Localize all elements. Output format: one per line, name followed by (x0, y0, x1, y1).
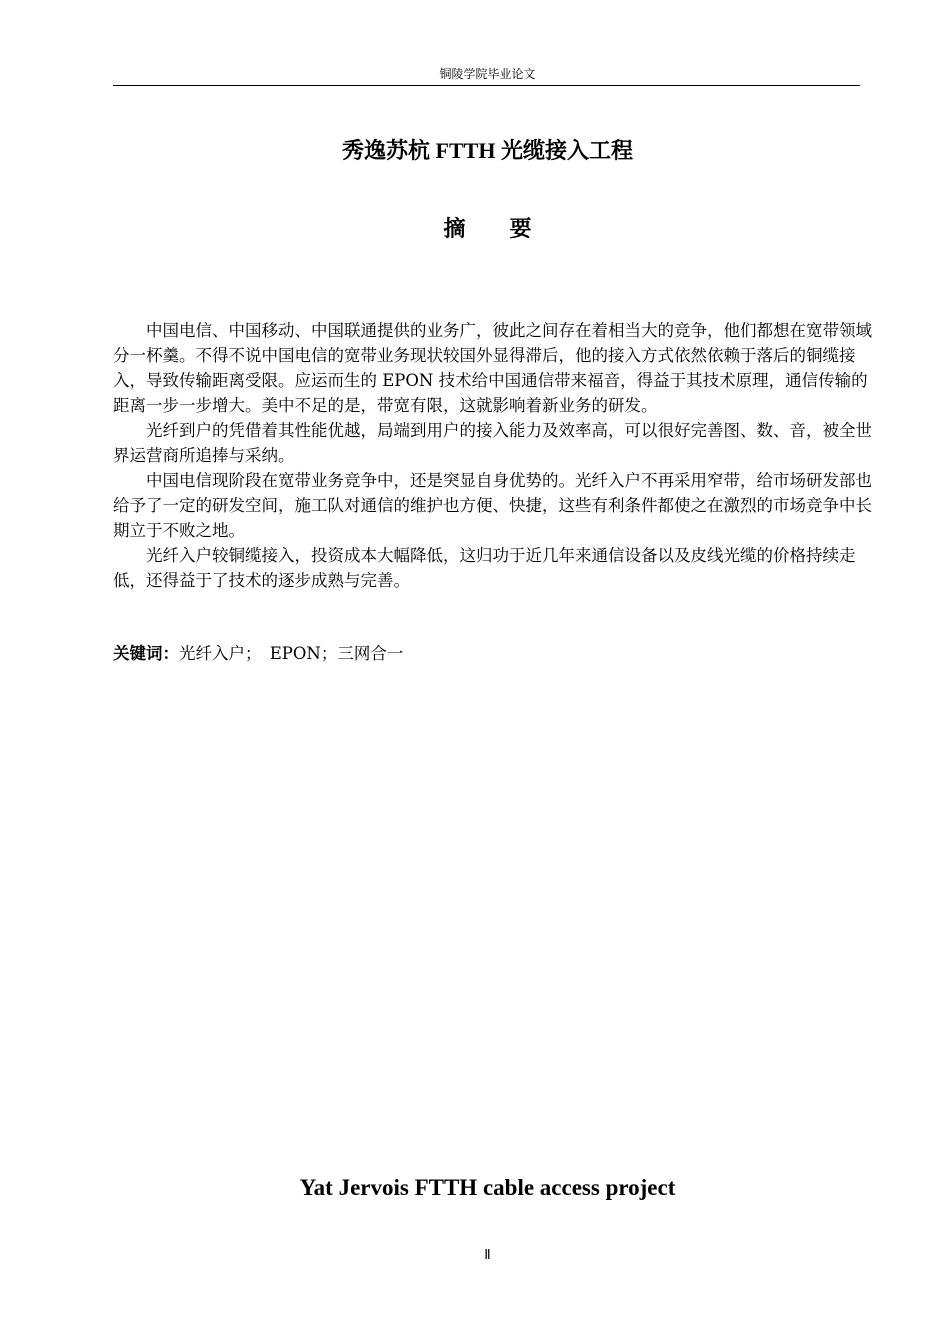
abstract-paragraph: 光纤入户较铜缆接入，投资成本大幅降低，这归功于近几年来通信设备以及皮线光缆的价格持续走低，还得益于了技术的逐步成熟与完善。 (113, 546, 856, 590)
english-title: Yat Jervois FTTH cable access project (299, 1175, 676, 1200)
abstract-heading: 摘 要 (443, 216, 532, 242)
thesis-title: 秀逸苏杭 FTTH 光缆接入工程 (342, 138, 633, 163)
keywords-line (113, 641, 873, 666)
header-rule (113, 85, 860, 86)
abstract-paragraph: 光纤到户的凭借着其性能优越，局端到用户的接入能力及效率高，可以很好完善图、数、音，被全世界运营商所追捧与采纳。 (113, 421, 872, 465)
page-header: 铜陵学院毕业论文 (439, 67, 536, 81)
keywords-label: 关键词： (113, 644, 179, 663)
page-number: Ⅱ (484, 1247, 491, 1262)
abstract-paragraph: 中国电信现阶段在宽带业务竞争中，还是突显自身优势的。光纤入户不再采用窄带，给市场研发部也给予了一定的研发空间，施工队对通信的维护也方便、快捷，这些有利条件都使之在激烈的市场竞争中长期立于不败之地。 (113, 471, 872, 540)
abstract-paragraph: 中国电信、中国移动、中国联通提供的业务广，彼此之间存在着相当大的竞争，他们都想在宽带领域分一杯羹。不得不说中国电信的宽带业务现状较国外显得滞后，他的接入方式依然依赖于落后的铜缆接入，导致传输距离受限。应运而生的 EPON 技术给中国通信带来福音，得益于其技术原理，通信传输的距离一步一步增大。美中不足的是，带宽有限，这就影响着新业务的研发。 (113, 321, 872, 415)
abstract-body (113, 318, 873, 593)
keywords-text: 光纤入户； EPON；三网合一 (179, 644, 404, 663)
